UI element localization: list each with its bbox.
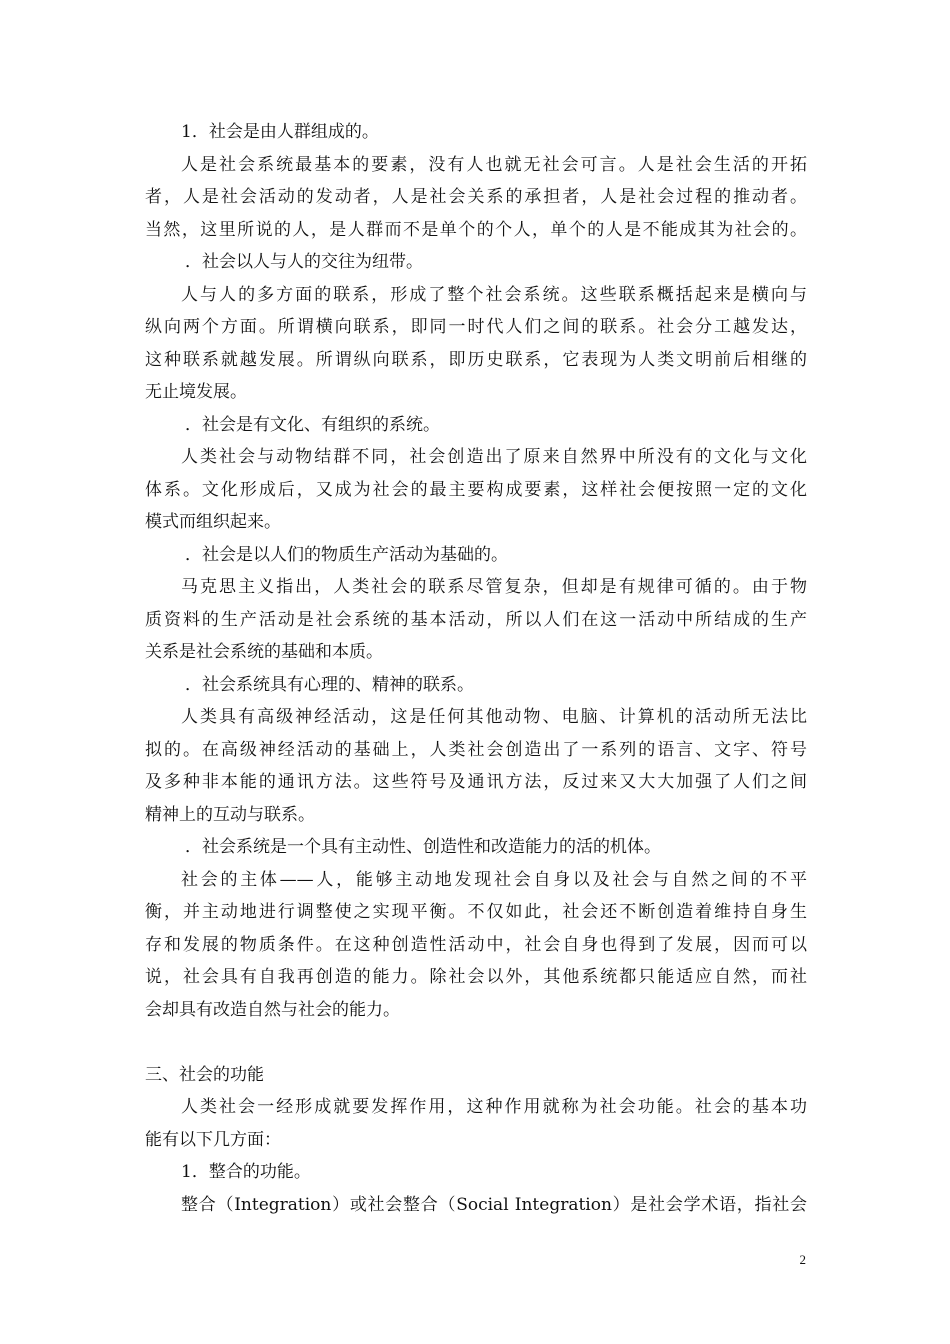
text-line: 1．社会是由人群组成的。 [181, 122, 379, 142]
text-line: ．社会系统是一个具有主动性、创造性和改造能力的活的机体。 [185, 837, 661, 857]
text-line: 1．整合的功能。 [181, 1162, 311, 1182]
text-line: 说，社会具有自我再创造的能力。除社会以外，其他系统都只能适应自然，而社 [145, 967, 807, 987]
text-line: 拟的。在高级神经活动的基础上，人类社会创造出了一系列的语言、文字、符号 [145, 739, 807, 760]
text-line: 三、社会的功能 [145, 1064, 264, 1085]
document-body [145, 116, 807, 1221]
text-line: 马克思主义指出，人类社会的联系尽管复杂，但却是有规律可循的。由于物 [181, 577, 807, 597]
text-line: ．社会以人与人的交往为纽带。 [185, 252, 423, 272]
text-line: 人类社会一经形成就要发挥作用，这种作用就称为社会功能。社会的基本功 [181, 1097, 807, 1117]
blank-line [145, 1026, 807, 1059]
text-line: 质资料的生产活动是社会系统的基本活动，所以人们在这一活动中所结成的生产 [145, 609, 807, 630]
text-line: 人类具有高级神经活动，这是任何其他动物、电脑、计算机的活动所无法比 [181, 707, 807, 727]
text-line: 衡，并主动地进行调整使之实现平衡。不仅如此，社会还不断创造着维持自身生 [145, 902, 807, 922]
text-line: 无止境发展。 [145, 382, 247, 402]
text-line: 人是社会系统最基本的要素，没有人也就无社会可言。人是社会生活的开拓 [181, 154, 807, 175]
page-number: 2 [799, 1252, 806, 1267]
text-line: 存和发展的物质条件。在这种创造性活动中，社会自身也得到了发展，因而可以 [145, 934, 807, 955]
text-line: 能有以下几方面： [145, 1129, 281, 1150]
text-line: 体系。文化形成后，又成为社会的最主要构成要素，这样社会便按照一定的文化 [145, 479, 807, 500]
text-line: 者，人是社会活动的发动者，人是社会关系的承担者，人是社会过程的推动者。 [145, 187, 807, 207]
text-line: 人与人的多方面的联系，形成了整个社会系统。这些联系概括起来是横向与 [181, 284, 807, 305]
text-line: 关系是社会系统的基础和本质。 [145, 642, 383, 662]
text-line: ．社会是以人们的物质生产活动为基础的。 [185, 544, 508, 565]
text-line: ．社会是有文化、有组织的系统。 [185, 414, 440, 435]
text-line: 及多种非本能的通讯方法。这些符号及通讯方法，反过来又大大加强了人们之间 [145, 772, 807, 792]
text-line: 当然，这里所说的人，是人群而不是单个的个人，单个的人是不能成其为社会的。 [145, 219, 807, 240]
text-line: 整合（Integration）或社会整合（Social Integration）是社会学术语，指社会 [181, 1194, 807, 1215]
text-line: 精神上的互动与联系。 [145, 804, 315, 825]
text-line: 纵向两个方面。所谓横向联系，即同一时代人们之间的联系。社会分工越发达， [145, 317, 807, 337]
text-line: 社会的主体——人，能够主动地发现社会自身以及社会与自然之间的不平 [181, 869, 807, 890]
text-line: ．社会系统具有心理的、精神的联系。 [185, 674, 474, 695]
text-line: 人类社会与动物结群不同，社会创造出了原来自然界中所没有的文化与文化 [181, 447, 807, 467]
text-line: 模式而组织起来。 [145, 512, 281, 532]
text-line: 会却具有改造自然与社会的能力。 [145, 999, 400, 1020]
text-line: 这种联系就越发展。所谓纵向联系，即历史联系，它表现为人类文明前后相继的 [145, 349, 807, 370]
